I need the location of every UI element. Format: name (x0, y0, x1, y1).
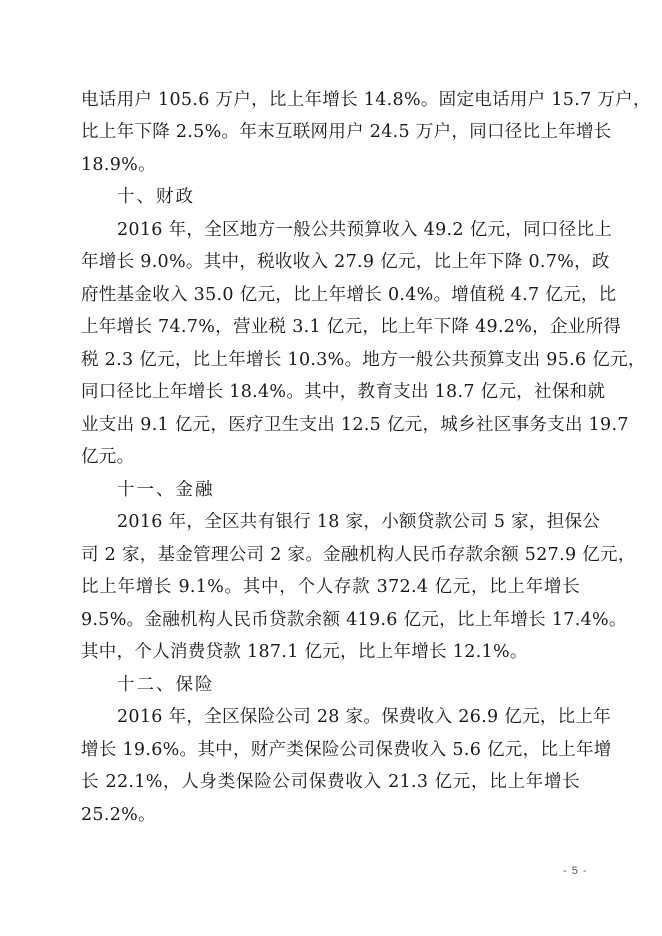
paragraph-line: 上年增长 74.7%，营业税 3.1 亿元，比上年下降 49.2%，企业所得 (81, 317, 622, 337)
paragraph-line: 司 2 家，基金管理公司 2 家。金融机构人民币存款余额 527.9 亿元， (81, 545, 636, 565)
paragraph-line: 25.2%。 (81, 805, 156, 825)
section-heading: 十二、保险 (117, 675, 215, 695)
paragraph-line: 长 22.1%，人身类保险公司保费收入 21.3 亿元，比上年增长 (81, 772, 580, 792)
paragraph-line: 2016 年，全区地方一般公共预算收入 49.2 亿元，同口径比上 (117, 220, 613, 240)
paragraph-line: 年增长 9.0%。其中，税收收入 27.9 亿元，比上年下降 0.7%，政 (81, 252, 610, 272)
paragraph-line: 18.9%。 (81, 155, 156, 175)
section-heading: 十、财政 (117, 187, 195, 207)
page-number: - 5 - (563, 865, 588, 877)
paragraph-line: 2016 年，全区共有银行 18 家，小额贷款公司 5 家，担保公 (117, 512, 601, 532)
paragraph-line: 其中，个人消费贷款 187.1 亿元，比上年增长 12.1%。 (81, 642, 528, 662)
paragraph-line: 亿元。 (81, 447, 135, 467)
paragraph-line: 比上年下降 2.5%。年末互联网用户 24.5 万户，同口径比上年增长 (81, 122, 612, 142)
paragraph-line: 电话用户 105.6 万户，比上年增长 14.8%。固定电话用户 15.7 万户， (81, 90, 651, 110)
paragraph-line: 税 2.3 亿元，比上年增长 10.3%。地方一般公共预算支出 95.6 亿元， (81, 350, 646, 370)
paragraph-line: 业支出 9.1 亿元，医疗卫生支出 12.5 亿元，城乡社区事务支出 19.7 (81, 415, 629, 435)
paragraph-line: 同口径比上年增长 18.4%。其中，教育支出 18.7 亿元，社保和就 (81, 382, 606, 402)
paragraph-line: 增长 19.6%。其中，财产类保险公司保费收入 5.6 亿元，比上年增 (81, 740, 612, 760)
paragraph-line: 9.5%。金融机构人民币贷款余额 419.6 亿元，比上年增长 17.4%。 (81, 610, 627, 630)
paragraph-line: 府性基金收入 35.0 亿元，比上年增长 0.4%。增值税 4.7 亿元，比 (81, 285, 617, 305)
paragraph-line: 比上年增长 9.1%。其中，个人存款 372.4 亿元，比上年增长 (81, 577, 580, 597)
paragraph-line: 2016 年，全区保险公司 28 家。保费收入 26.9 亿元，比上年 (117, 707, 612, 727)
section-heading: 十一、金融 (117, 480, 215, 500)
